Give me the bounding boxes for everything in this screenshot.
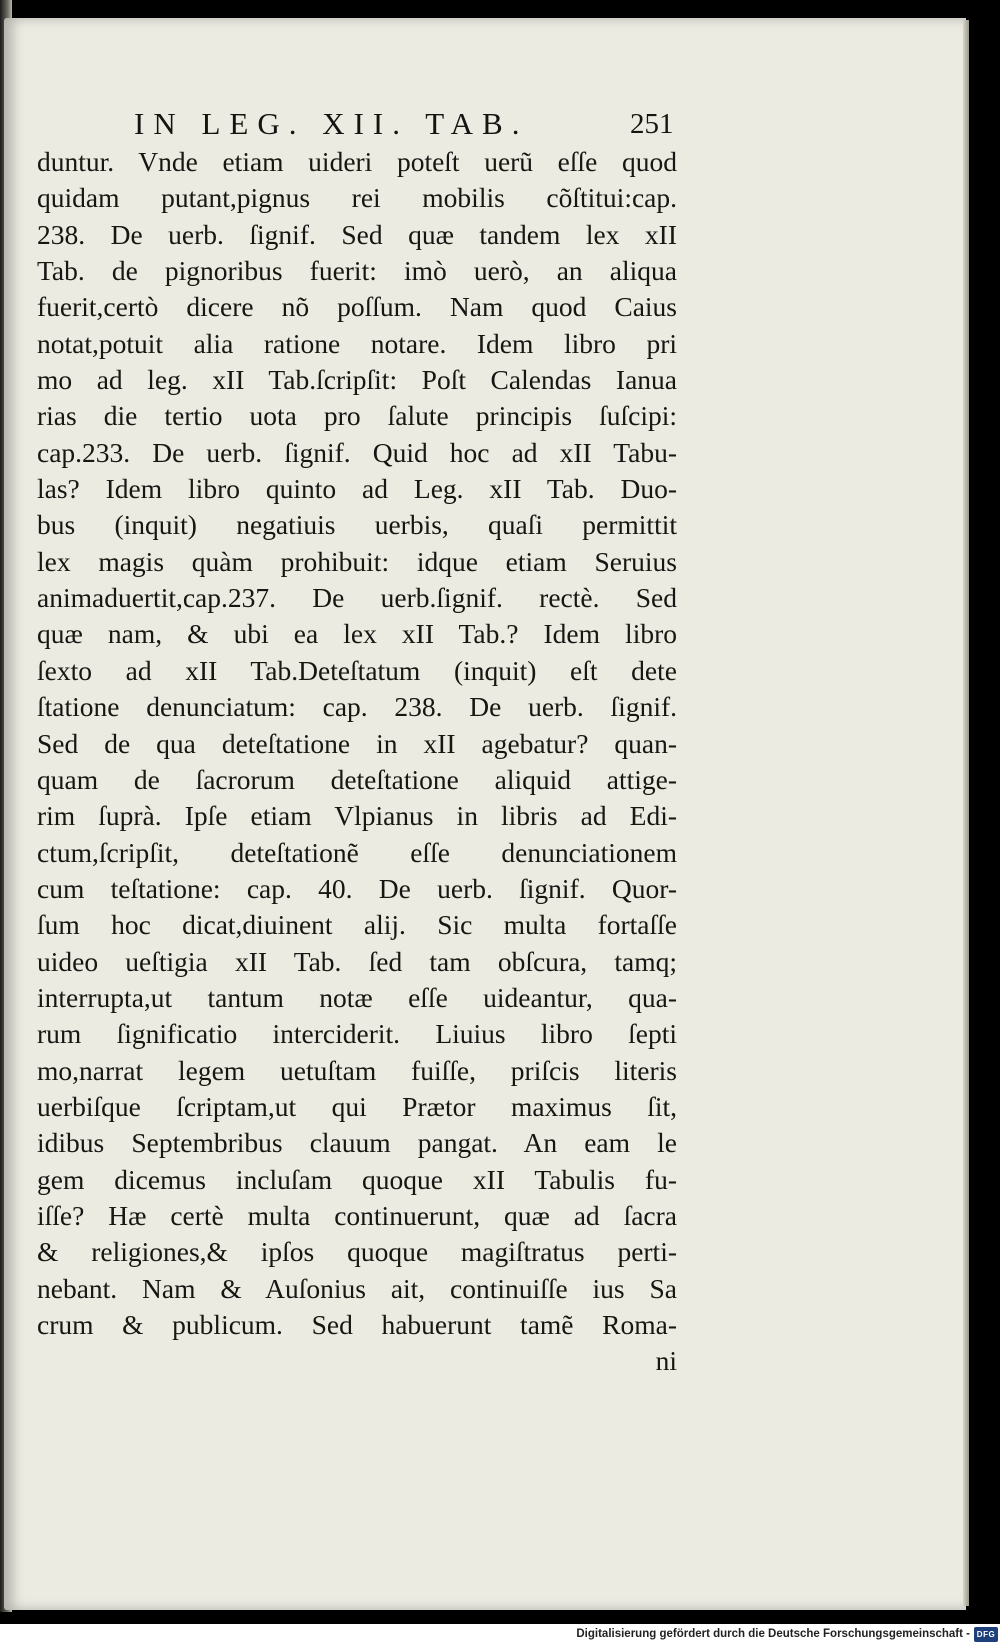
text-line: animaduertit,cap.237. De uerb.ſignif. rectè. Sed: [37, 582, 677, 614]
text-line: bus (inquit) negatiuis uerbis, quaſi permittit: [37, 509, 677, 541]
catchword: ni: [655, 1345, 677, 1377]
text-line: ſum hoc dicat,diuinent alij. Sic multa fortaſſe: [37, 909, 677, 941]
text-line: iſſe? Hæ certè multa continuerunt, quæ ad ſacra: [37, 1199, 677, 1231]
page-header: [0, 106, 1000, 146]
text-line: crum & publicum. Sed habuerunt tamẽ Roma-: [37, 1309, 677, 1340]
dfg-logo: DFG: [974, 1627, 998, 1642]
text-line: fuerit,certò dicere nõ poſſum. Nam quod Caius: [37, 291, 677, 323]
text-line: ſexto ad xII Tab.Deteſtatum (inquit) eſt dete: [37, 654, 677, 686]
funding-credit: Digitalisierung gefördert durch die Deutsche Forschungsgemeinschaft -: [576, 1628, 970, 1640]
text-line: 238. De uerb. ſignif. Sed quæ tandem lex xII: [37, 218, 677, 250]
body-text: [37, 144, 677, 1380]
text-line: quæ nam, & ubi ea lex xII Tab.? Idem libro: [37, 618, 677, 650]
page-fore-edge: [963, 20, 969, 1606]
page-number: 251: [630, 108, 674, 140]
text-line: cap.233. De uerb. ſignif. Quid hoc ad xII Tabu-: [37, 436, 677, 468]
text-line: gem dicemus incluſam quoque xII Tabulis fu-: [37, 1163, 677, 1195]
text-line: uideo ueſtigia xII Tab. ſed tam obſcura, tamq;: [37, 945, 677, 977]
text-line: duntur. Vnde etiam uideri poteſt uerũ eſſe quod: [37, 146, 677, 177]
text-line: lex magis quàm prohibuit: idque etiam Seruius: [37, 545, 677, 577]
text-line: quidam putant,pignus rei mobilis cõſtitui:cap.: [37, 182, 677, 214]
text-line: ctum,ſcripſit, deteſtationẽ eſſe denunciationem: [37, 836, 677, 868]
text-line: uerbiſque ſcriptam,ut qui Prætor maximus ſit,: [37, 1090, 677, 1122]
text-line: quam de ſacrorum deteſtatione aliquid attige-: [37, 763, 677, 795]
text-line: rim ſuprà. Ipſe etiam Vlpianus in libris ad Edi-: [37, 800, 677, 832]
text-line: mo ad leg. xII Tab.ſcripſit: Poſt Calendas Ianua: [37, 364, 677, 396]
text-line: nebant. Nam & Auſonius ait, continuiſſe ius Sa: [37, 1272, 677, 1304]
text-line: las? Idem libro quinto ad Leg. xII Tab. Duo-: [37, 473, 677, 505]
text-line: ſtatione denunciatum: cap. 238. De uerb. ſignif.: [37, 691, 677, 723]
text-line: mo,narrat legem uetuſtam fuiſſe, priſcis literis: [37, 1054, 677, 1086]
text-line: notat,potuit alia ratione notare. Idem libro pri: [37, 327, 677, 359]
text-line: & religiones,& ipſos quoque magiſtratus perti-: [37, 1236, 677, 1268]
text-line: rum ſignificatio interciderit. Liuius libro ſepti: [37, 1018, 677, 1050]
text-line: Tab. de pignoribus fuerit: imò uerò, an aliqua: [37, 255, 677, 287]
digitization-footer: [0, 1624, 1000, 1647]
text-line: interrupta,ut tantum notæ eſſe uideantur, qua-: [37, 981, 677, 1013]
text-line: cum teſtatione: cap. 40. De uerb. ſignif. Quor-: [37, 872, 677, 904]
text-line: idibus Septembribus clauum pangat. An eam le: [37, 1127, 677, 1159]
running-head: IN LEG. XII. TAB.: [134, 106, 529, 141]
text-line: Sed de qua deteſtatione in xII agebatur? quan-: [37, 727, 677, 759]
text-line: rias die tertio uota pro ſalute principis ſuſcipi:: [37, 400, 677, 432]
